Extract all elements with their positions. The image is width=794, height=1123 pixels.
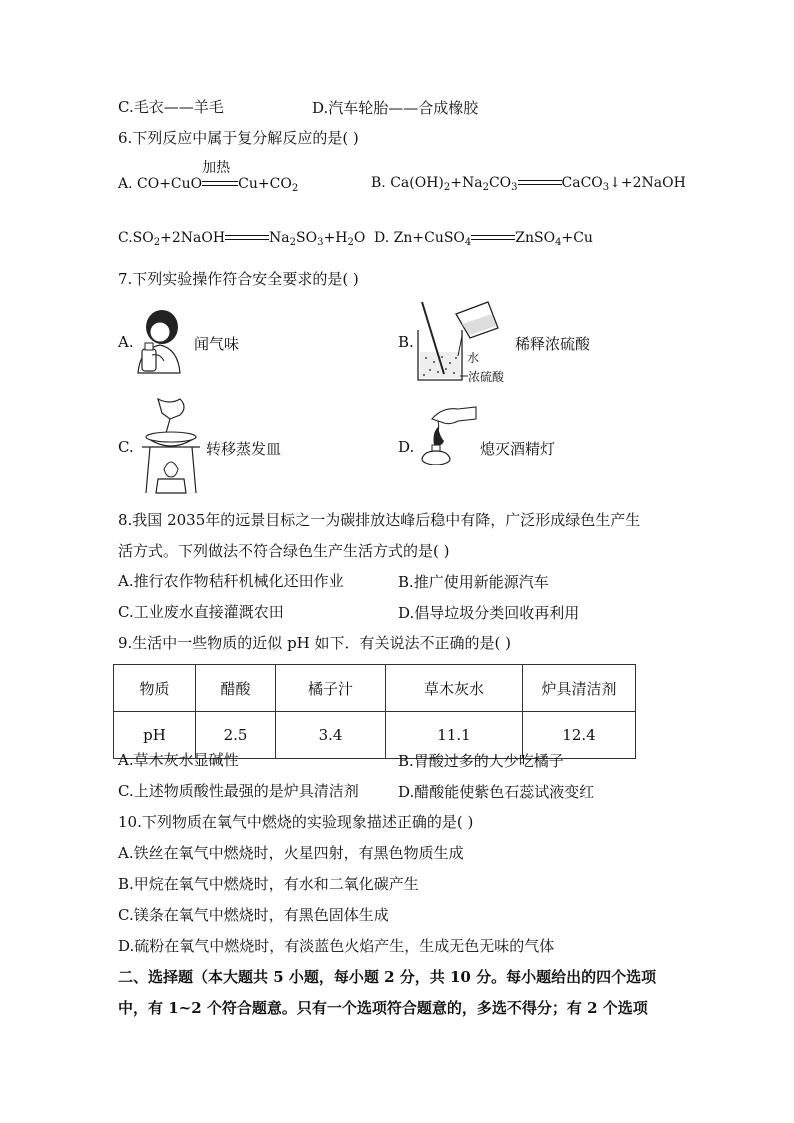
q10-option-a: A.铁丝在氧气中燃烧时，火星四射，有黑色物质生成 [118, 844, 464, 862]
q9-option-d: D.醋酸能使紫色石蕊试液变红 [398, 783, 595, 801]
q6-b-sub-2: 2 [482, 182, 489, 193]
q9-option-a: A.草木灰水显碱性 [118, 751, 239, 769]
q7-c-label: C. [118, 438, 134, 456]
q7-stem: 7.下列实验操作符合安全要求的是( ) [118, 270, 359, 288]
ph-table-header-cell: 草木灰水 [386, 665, 523, 712]
q6-b-sub-1: 2 [443, 182, 451, 193]
q8-option-c: C.工业废水直接灌溉农田 [118, 603, 284, 621]
q6-c-right-1: Na [269, 230, 290, 246]
q10-option-c: C.镁条在氧气中燃烧时，有黑色固体生成 [118, 906, 389, 924]
q7-b-acid-label: 浓硫酸 [468, 370, 505, 384]
q6-b-sub-4: 3 [602, 182, 610, 193]
q6-b-left: Ca(OH) [390, 175, 444, 191]
q8-option-a: A.推行农作物秸秆机械化还田作业 [118, 572, 344, 590]
q6-b-sub-3: 3 [511, 182, 518, 193]
ph-table-cell: 11.1 [386, 712, 523, 759]
q6-c-sub-2: 2 [289, 237, 297, 248]
ph-table-header-cell: 醋酸 [196, 665, 276, 712]
q6-option-d [374, 230, 593, 248]
q6-a-condition: 加热 [202, 160, 231, 176]
ph-table-cell: 12.4 [523, 712, 636, 759]
q6-b-mid: +Na [450, 175, 483, 191]
ph-table-cell: 3.4 [276, 712, 386, 759]
q7-a-label: A. [118, 333, 134, 351]
q8-stem-line-2: 活方式。下列做法不符合绿色生产生活方式的是( ) [118, 542, 450, 560]
q6-b-label: B. [371, 175, 386, 191]
ph-table-header-cell: 炉具清洁剂 [523, 665, 636, 712]
q6-option-b [371, 175, 686, 193]
q6-d-equals [471, 233, 515, 243]
q8-stem-line-1: 8.我国 2035年的远景目标之一为碳排放达峰后稳中有降，广泛形成绿色生产生 [118, 511, 641, 529]
section2-heading-line-2: 中，有 1~2 个符合题意。只有一个选项符合题意的，多选不得分；有 2 个选项 [118, 999, 648, 1017]
q6-b-right-2: ↓+2NaOH [609, 175, 686, 191]
q9-option-b: B.胃酸过多的人少吃橘子 [398, 752, 564, 770]
q6-c-left-1: SO [132, 230, 154, 246]
q7-a-text: 闻气味 [194, 335, 240, 353]
ph-table-cell: 2.5 [196, 712, 276, 759]
smelling-figure-image [134, 305, 184, 375]
q9-stem: 9.生活中一些物质的近似 pH 如下．有关说法不正确的是( ) [118, 634, 512, 652]
q6-d-right-1: ZnSO [515, 230, 556, 246]
q6-a-label: A. [118, 176, 133, 192]
q5-option-c: C.毛衣——羊毛 [118, 98, 224, 116]
q6-b-co3: CO [488, 175, 512, 191]
q6-a-products: Cu+CO [238, 176, 292, 192]
q7-d-label: D. [398, 438, 415, 456]
q6-option-c [118, 230, 365, 248]
section2-heading-line-1: 二、选择题（本大题共 5 小题，每小题 2 分，共 10 分。每小题给出的四个选项 [118, 968, 657, 986]
q7-b-label: B. [398, 333, 414, 351]
q6-a-sub: 2 [291, 183, 299, 194]
q6-b-right-1: CaCO [561, 175, 603, 191]
q7-b-text: 稀释浓硫酸 [515, 335, 591, 353]
ph-table [113, 664, 636, 759]
alcohol-lamp-image [418, 403, 478, 465]
q6-option-a [118, 160, 299, 194]
q6-c-label: C. [118, 230, 133, 246]
q6-c-right-3: +H [323, 230, 348, 246]
q6-c-right-4: O [353, 230, 366, 246]
q10-stem: 10.下列物质在氧气中燃烧的实验现象描述正确的是( ) [118, 813, 474, 831]
evaporating-dish-image [140, 397, 202, 495]
q6-d-label: D. [374, 230, 390, 246]
q6-d-left-1: Zn+CuSO [393, 230, 465, 246]
q6-c-sub-4: 2 [347, 237, 354, 248]
q7-b-water-label: 水 [467, 351, 480, 365]
q10-option-d: D.硫粉在氧气中燃烧时，有淡蓝色火焰产生，生成无色无味的气体 [118, 937, 555, 955]
q6-d-sub-2: 4 [555, 237, 562, 248]
q6-c-sub-3: 3 [317, 237, 324, 248]
ph-table-header-row [114, 665, 636, 712]
q6-a-reactants: CO+CuO [137, 176, 203, 192]
q7-d-text: 熄灭酒精灯 [480, 440, 556, 458]
q7-c-text: 转移蒸发皿 [206, 440, 282, 458]
q5-option-d: D.汽车轮胎——合成橡胶 [312, 99, 479, 117]
q6-d-right-2: +Cu [561, 230, 593, 246]
q6-c-right-2: SO [296, 230, 318, 246]
q6-c-left-2: +2NaOH [160, 230, 226, 246]
ph-table-cell: pH [114, 712, 196, 759]
q6-c-equals [225, 233, 269, 243]
q6-b-equals [518, 178, 562, 188]
ph-table-header-cell: 橘子汁 [276, 665, 386, 712]
q6-c-sub-1: 2 [153, 237, 161, 248]
q10-option-b: B.甲烷在氧气中燃烧时，有水和二氧化碳产生 [118, 875, 419, 893]
q6-stem: 6.下列反应中属于复分解反应的是( ) [118, 129, 359, 147]
q6-d-sub-1: 4 [464, 237, 472, 248]
q8-option-d: D.倡导垃圾分类回收再利用 [398, 604, 580, 622]
q8-option-b: B.推广使用新能源汽车 [398, 573, 549, 591]
ph-table-header-cell: 物质 [114, 665, 196, 712]
q9-option-c: C.上述物质酸性最强的是炉具清洁剂 [118, 782, 359, 800]
